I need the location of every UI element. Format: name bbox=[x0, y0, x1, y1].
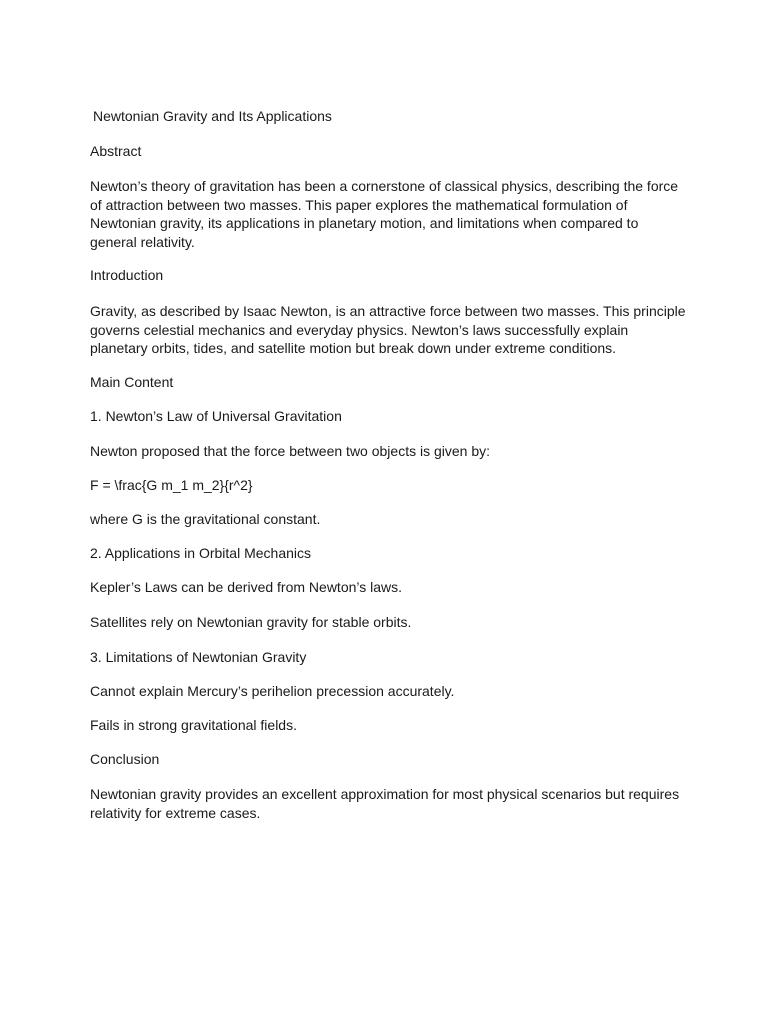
conclusion-paragraph bbox=[90, 785, 690, 822]
section1-text: Newton proposed that the force between two objects is given by: bbox=[90, 443, 491, 459]
section2-point: Satellites rely on Newtonian gravity for stable orbits. bbox=[90, 614, 412, 630]
abstract-heading: Abstract bbox=[90, 143, 142, 159]
conclusion-line: relativity for extreme cases. bbox=[90, 804, 261, 821]
section3-point: Cannot explain Mercury’s perihelion precession accurately. bbox=[90, 683, 455, 699]
abstract-line: Newtonian gravity, its applications in planetary motion, and limitations when compared to bbox=[90, 215, 639, 231]
main-content-heading: Main Content bbox=[90, 374, 174, 390]
introduction-paragraph bbox=[90, 302, 690, 358]
paper-title: Newtonian Gravity and Its Applications bbox=[93, 108, 332, 124]
section2-heading: 2. Applications in Orbital Mechanics bbox=[90, 545, 311, 561]
section3-point: Fails in strong gravitational fields. bbox=[90, 717, 297, 733]
section2-point: Kepler’s Laws can be derived from Newton’s laws. bbox=[90, 579, 403, 595]
abstract-line: of attraction between two masses. This paper explores the mathematical formulation of bbox=[90, 196, 628, 213]
abstract-line: Newton’s theory of gravitation has been a cornerstone of classical physics, describing the force bbox=[90, 178, 679, 194]
introduction-heading: Introduction bbox=[90, 267, 164, 283]
introduction-line: planetary orbits, tides, and satellite motion but break down under extreme conditions. bbox=[90, 340, 617, 356]
abstract-paragraph bbox=[90, 177, 690, 251]
equation-note: where G is the gravitational constant. bbox=[90, 511, 321, 527]
abstract-line: general relativity. bbox=[90, 233, 195, 250]
introduction-line: Gravity, as described by Isaac Newton, is an attractive force between two masses. This principle bbox=[90, 303, 686, 319]
conclusion-line: Newtonian gravity provides an excellent approximation for most physical scenarios but requires bbox=[90, 786, 680, 802]
section3-heading: 3. Limitations of Newtonian Gravity bbox=[90, 649, 307, 665]
conclusion-heading: Conclusion bbox=[90, 751, 160, 767]
gravity-equation: F = \frac{G m_1 m_2}{r^2} bbox=[90, 477, 253, 493]
introduction-line: governs celestial mechanics and everyday physics. Newton’s laws successfully explain bbox=[90, 321, 629, 338]
section1-heading: 1. Newton’s Law of Universal Gravitation bbox=[90, 408, 342, 424]
